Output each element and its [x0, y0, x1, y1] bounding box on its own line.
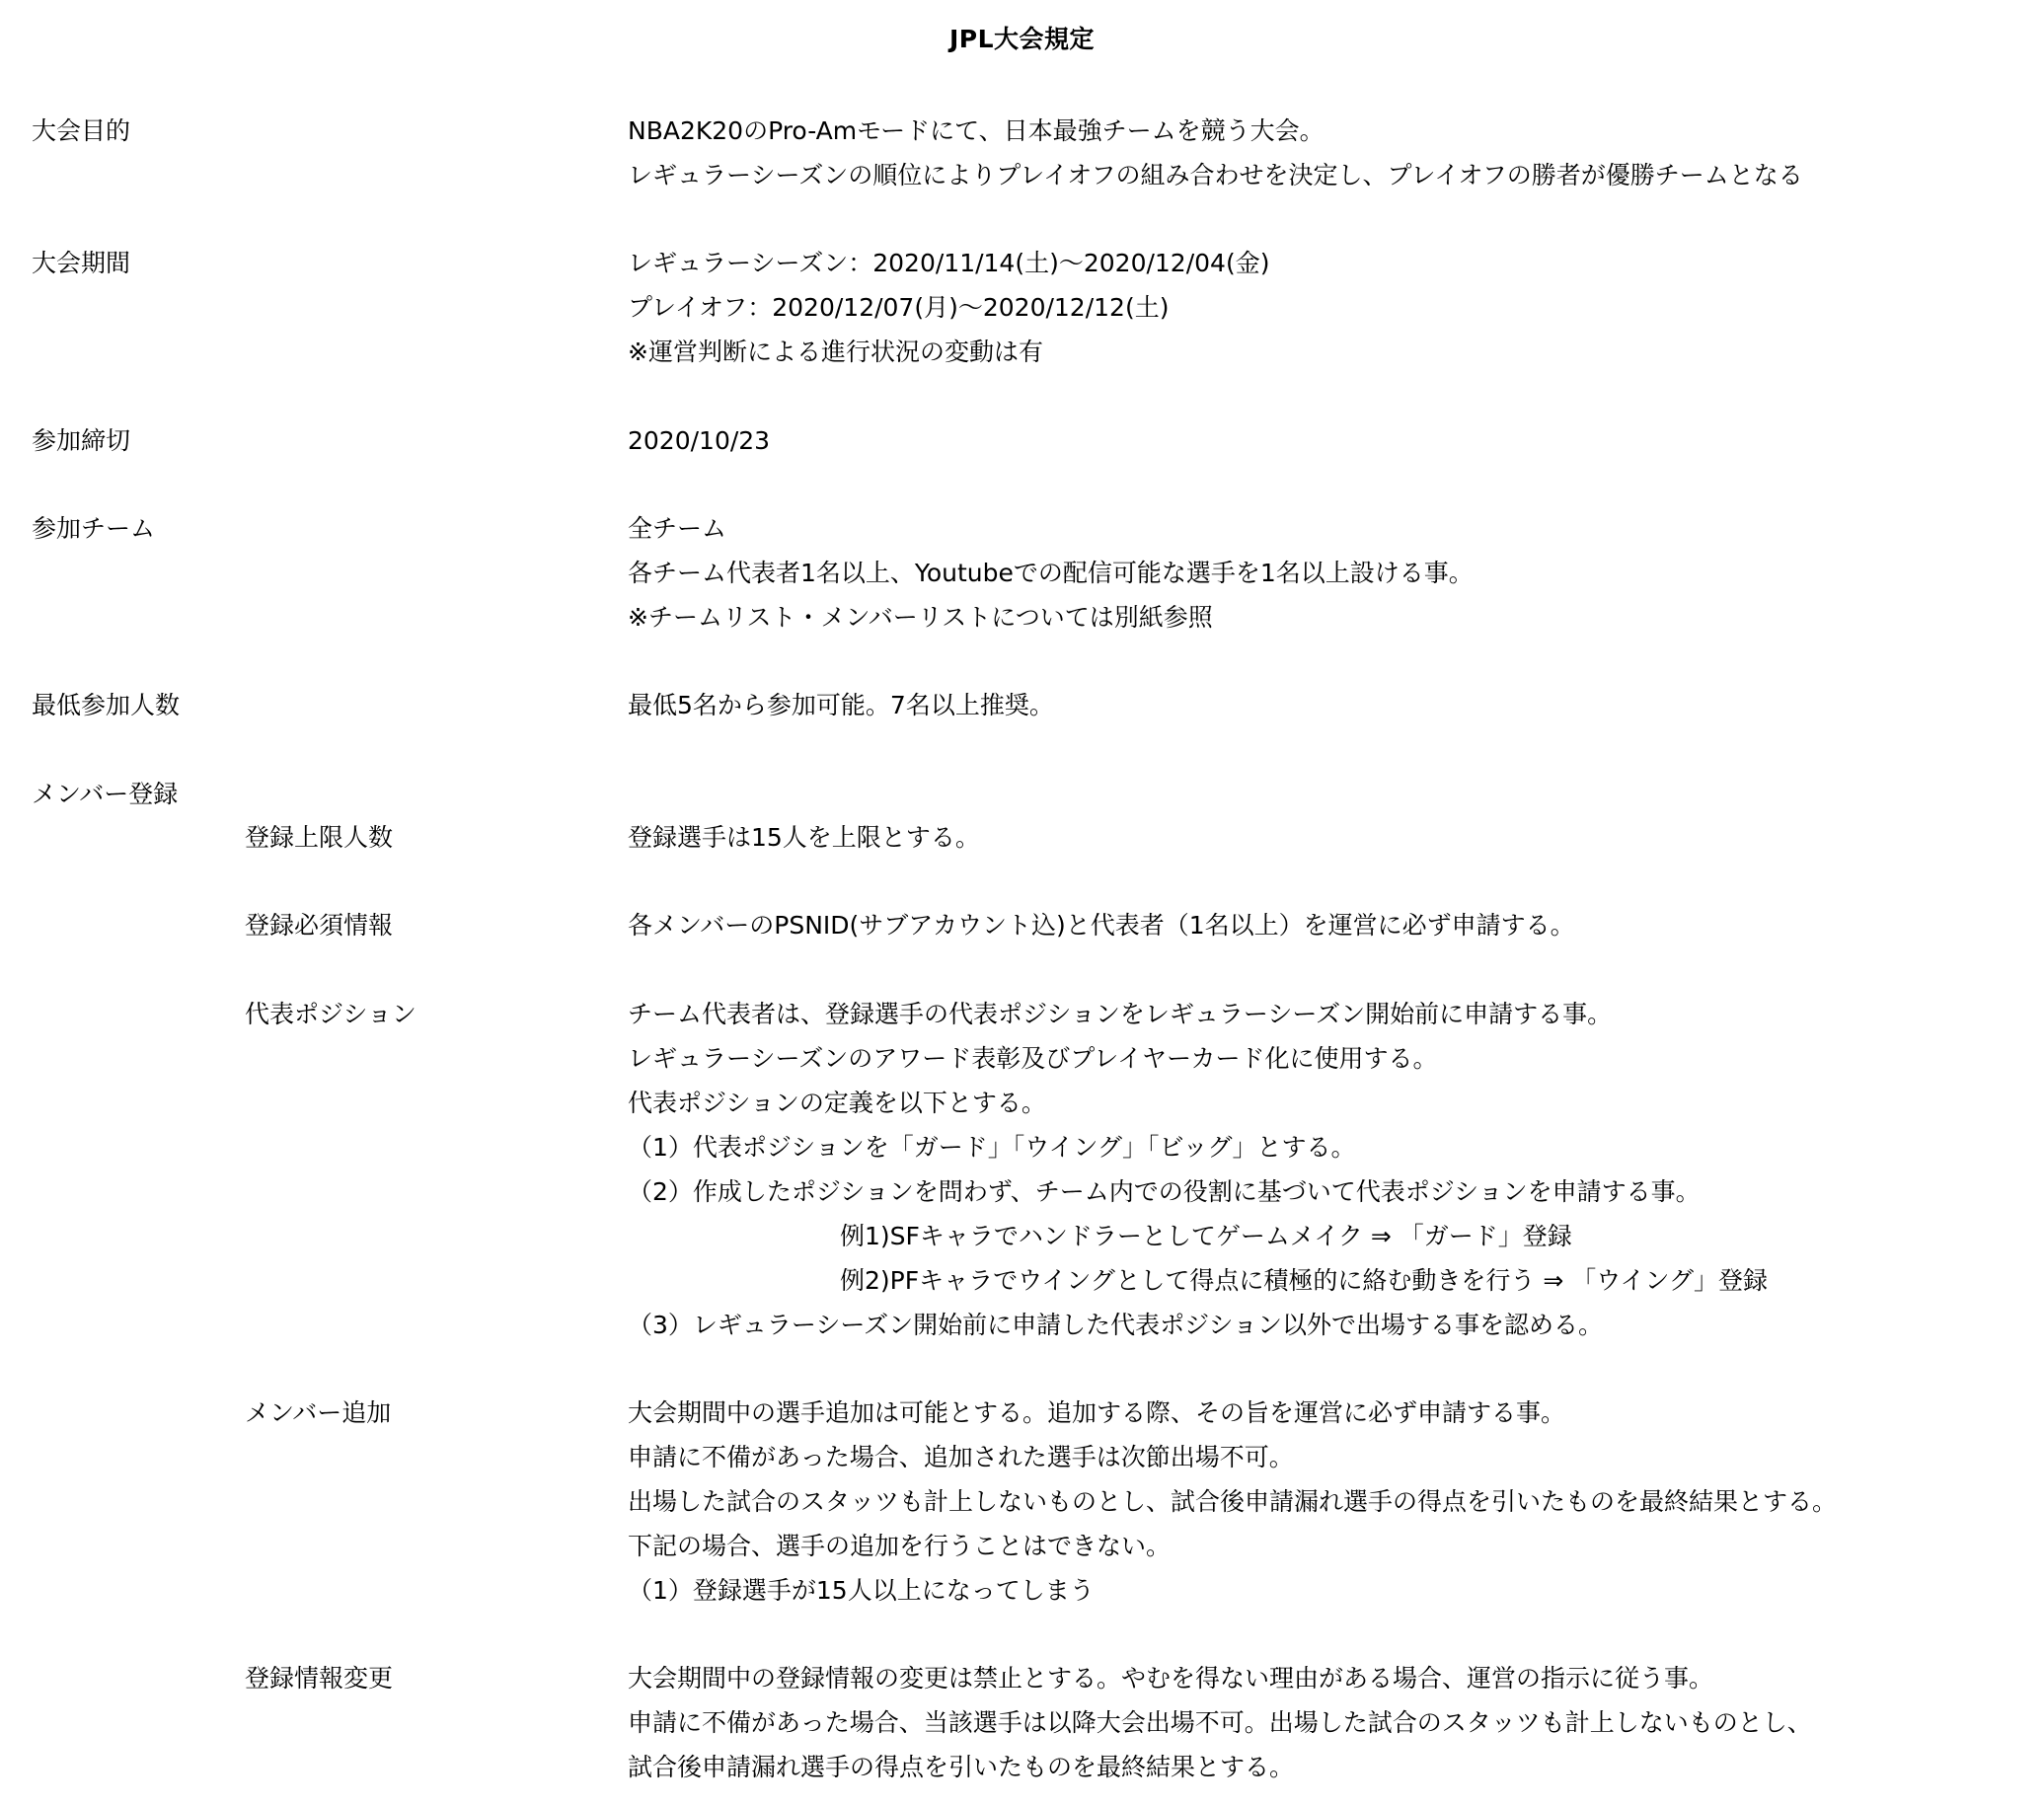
- add-member-line: 出場した試合のスタッツも計上しないものとし、試合後申請漏れ選手の得点を引いたものを最終結果とする。: [628, 1487, 1838, 1516]
- position-line: 代表ポジションの定義を以下とする。: [628, 1089, 1046, 1117]
- min-players-line: 最低5名から参加可能。7名以上推奨。: [628, 691, 1054, 719]
- deadline-label: 参加締切: [32, 426, 131, 455]
- min-players-content: [628, 683, 2029, 727]
- position-line: （2）作成したポジションを問わず、チーム内での役割に基づいて代表ポジションを申請する事。: [628, 1177, 1701, 1206]
- member-registration-label: メンバー登録: [32, 780, 179, 808]
- change-info-content: [628, 1656, 2029, 1789]
- position-example-line: 例1)SFキャラでハンドラーとしてゲームメイク ⇒ 「ガード」登録: [840, 1222, 1572, 1250]
- position-label: 代表ポジション: [245, 1000, 416, 1028]
- teams-line: ※チームリスト・メンバーリストについては別紙参照: [628, 603, 1213, 632]
- required-info-label: 登録必須情報: [245, 911, 394, 940]
- teams-line: 全チーム: [628, 514, 727, 543]
- required-info-line: 各メンバーのPSNID(サブアカウント込)と代表者（1名以上）を運営に必ず申請する。: [628, 911, 1575, 940]
- period-line: レギュラーシーズン：2020/11/14(土)～2020/12/04(金): [628, 249, 1270, 277]
- add-member-line: 大会期間中の選手追加は可能とする。追加する際、その旨を運営に必ず申請する事。: [628, 1398, 1566, 1427]
- purpose-label: 大会目的: [32, 116, 131, 145]
- change-info-line: 試合後申請漏れ選手の得点を引いたものを最終結果とする。: [628, 1753, 1295, 1781]
- change-info-label: 登録情報変更: [245, 1664, 394, 1693]
- period-content: [628, 241, 2029, 374]
- position-closing-line: （3）レギュラーシーズン開始前に申請した代表ポジション以外で出場する事を認める。: [628, 1311, 1604, 1339]
- period-line: ※運営判断による進行状況の変動は有: [628, 338, 1043, 366]
- position-line: チーム代表者は、登録選手の代表ポジションをレギュラーシーズン開始前に申請する事。: [628, 1000, 1613, 1028]
- teams-label: 参加チーム: [32, 514, 156, 543]
- min-players-label: 最低参加人数: [32, 691, 181, 719]
- purpose-line: レギュラーシーズンの順位によりプレイオフの組み合わせを決定し、プレイオフの勝者が優勝チームとなる: [628, 161, 1803, 189]
- deadline-line: 2020/10/23: [628, 426, 771, 455]
- purpose-line: NBA2K20のPro-Amモードにて、日本最強チームを競う大会。: [628, 116, 1325, 145]
- position-content: [628, 992, 2029, 1347]
- registration-limit-line: 登録選手は15人を上限とする。: [628, 823, 980, 852]
- period-label: 大会期間: [32, 249, 131, 277]
- position-line: レギュラーシーズンのアワード表彰及びプレイヤーカード化に使用する。: [628, 1044, 1438, 1073]
- purpose-content: [628, 109, 2029, 197]
- period-line: プレイオフ：2020/12/07(月)～2020/12/12(土): [628, 293, 1170, 322]
- add-member-label: メンバー追加: [245, 1398, 392, 1427]
- change-info-line: 大会期間中の登録情報の変更は禁止とする。やむを得ない理由がある場合、運営の指示に従う事。: [628, 1664, 1714, 1693]
- add-member-content: [628, 1391, 2029, 1613]
- add-member-line: 申請に不備があった場合、追加された選手は次節出場不可。: [628, 1443, 1294, 1471]
- position-example-line: 例2)PFキャラでウイングとして得点に積極的に絡む動きを行う ⇒ 「ウイング」登録: [840, 1266, 1768, 1295]
- deadline-content: [628, 418, 2029, 463]
- add-member-line: 下記の場合、選手の追加を行うことはできない。: [628, 1532, 1172, 1560]
- teams-content: [628, 506, 2029, 640]
- required-info-content: [628, 903, 2029, 947]
- change-info-line: 申請に不備があった場合、当該選手は以降大会出場不可。出場した試合のスタッツも計上しないものとし、: [628, 1708, 1812, 1737]
- document-title: JPL大会規定: [948, 25, 1096, 53]
- registration-limit-content: [628, 815, 2029, 860]
- add-member-line: （1）登録選手が15人以上になってしまう: [628, 1576, 1095, 1605]
- registration-limit-label: 登録上限人数: [245, 823, 394, 852]
- teams-line: 各チーム代表者1名以上、Youtubeでの配信可能な選手を1名以上設ける事。: [628, 559, 1474, 587]
- position-line: （1）代表ポジションを「ガード」「ウイング」「ビッグ」とする。: [628, 1133, 1356, 1162]
